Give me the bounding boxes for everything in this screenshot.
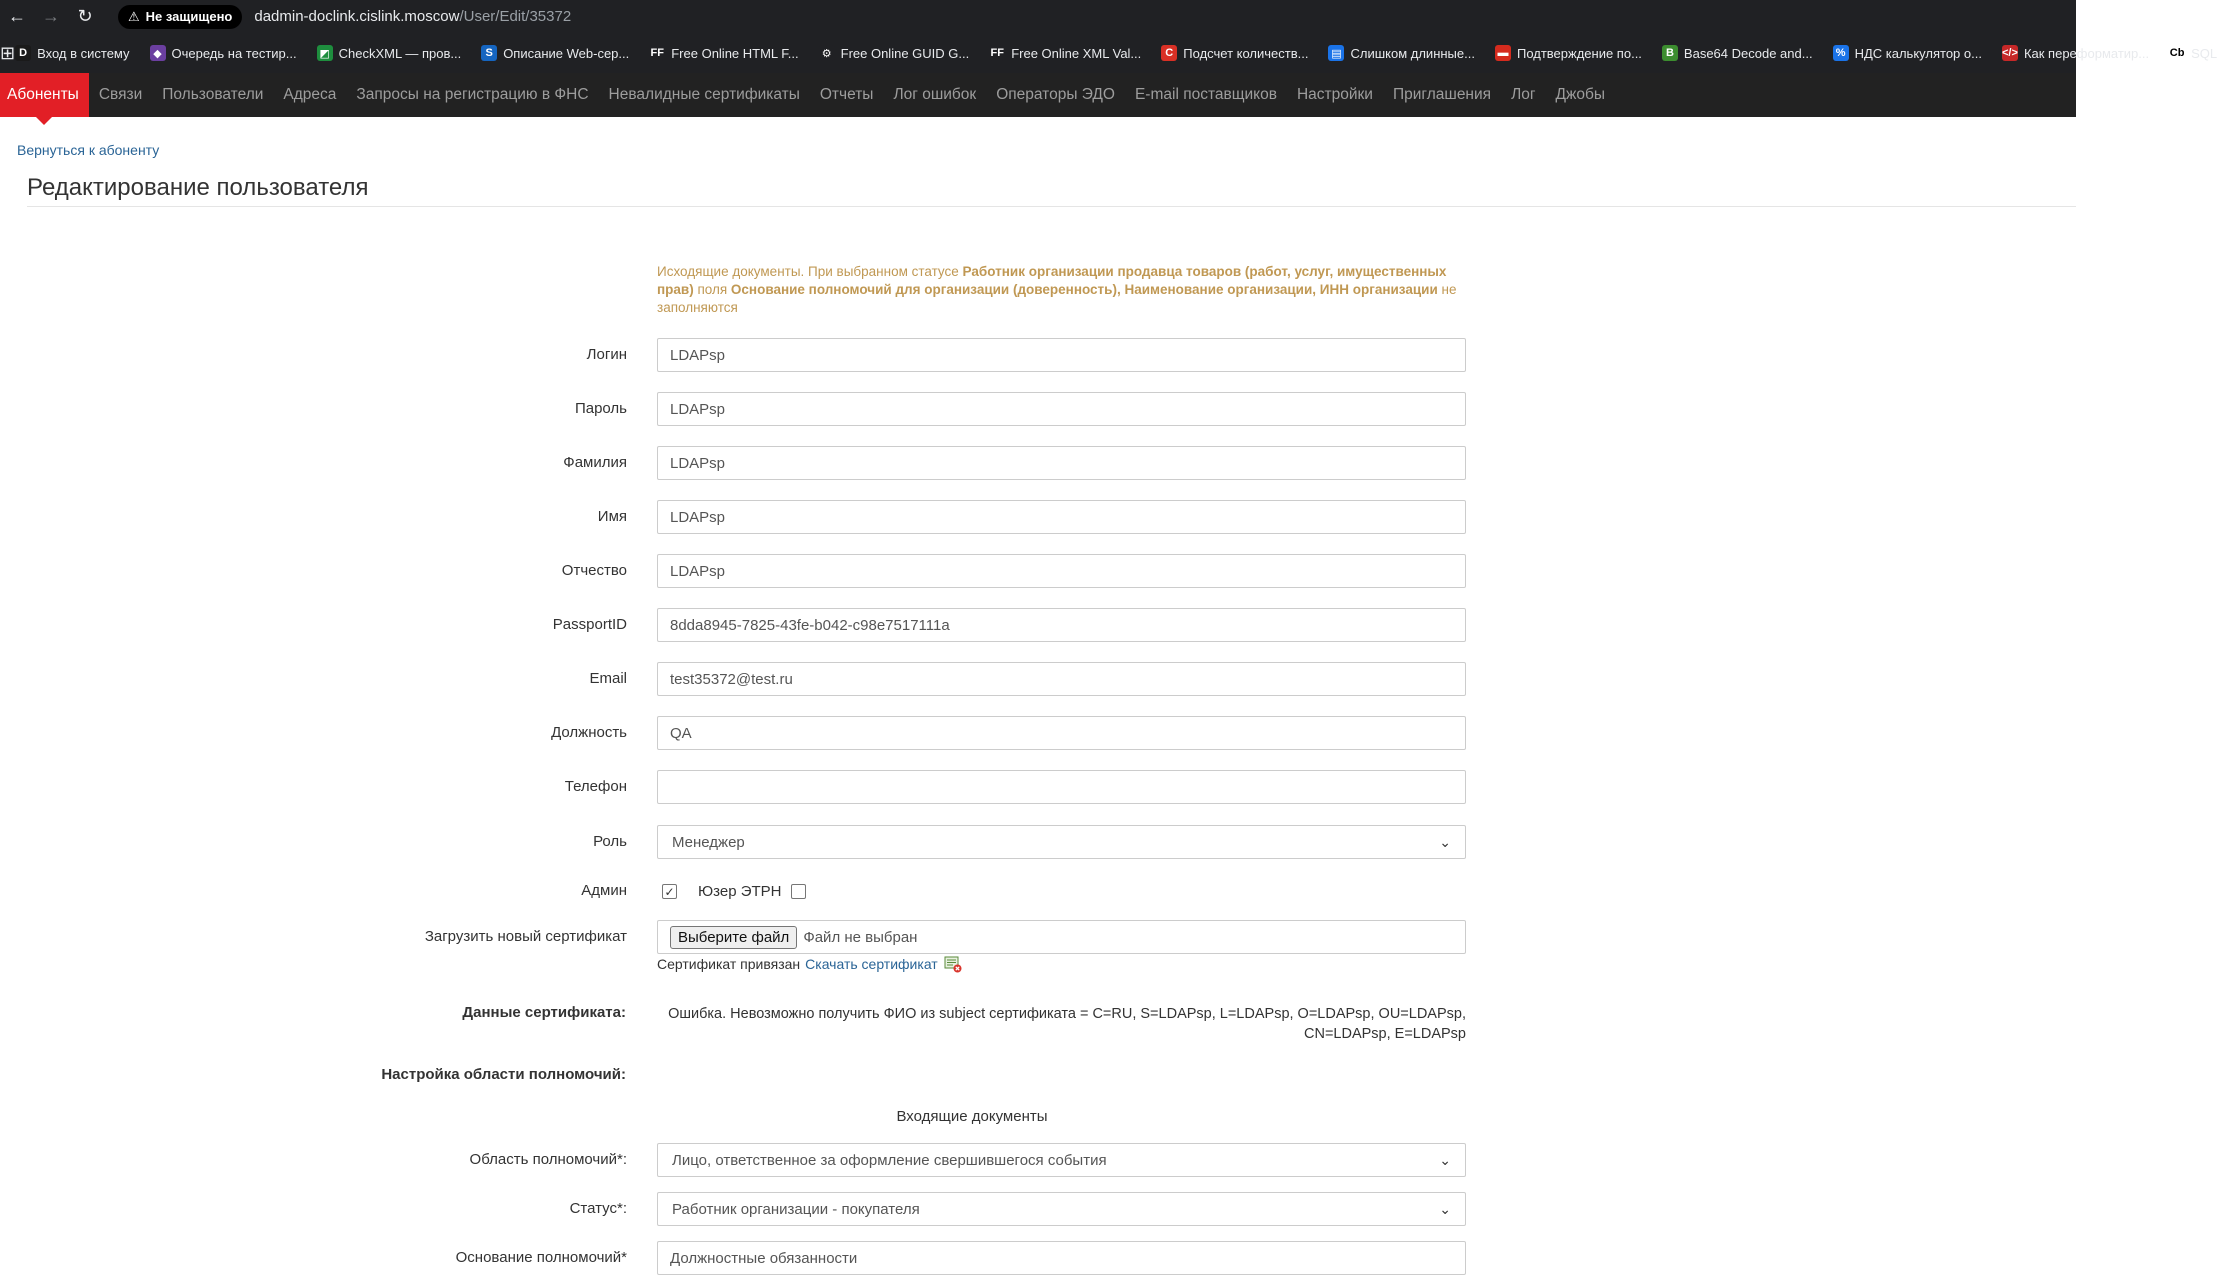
bookmark-label: Free Online XML Val... bbox=[1011, 45, 1142, 61]
bookmark-label: Очередь на тестир... bbox=[171, 45, 297, 61]
etrn-user-checkbox[interactable] bbox=[791, 884, 806, 899]
bookmark-favicon-icon: </> bbox=[2002, 47, 2018, 59]
last-name-input[interactable]: LDAPsp bbox=[657, 446, 1466, 480]
nav-item[interactable]: Приглашения bbox=[1392, 86, 1492, 103]
certificate-file-input[interactable] bbox=[657, 920, 1466, 954]
nav-item[interactable]: Невалидные сертификаты bbox=[608, 86, 800, 103]
bookmark-favicon-icon: ▤ bbox=[1328, 45, 1344, 61]
passport-id-row bbox=[0, 608, 1470, 642]
password-input[interactable]: LDAPsp bbox=[657, 392, 1466, 426]
bookmark-item[interactable] bbox=[1833, 45, 1982, 61]
authority-area-label: Область полномочий*: bbox=[469, 1151, 627, 1168]
admin-checkbox[interactable]: ✓ bbox=[662, 884, 677, 899]
chevron-down-icon: ⌄ bbox=[1439, 1151, 1451, 1168]
chevron-down-icon: ⌄ bbox=[1439, 833, 1451, 850]
nav-item[interactable]: Абоненты bbox=[0, 73, 89, 117]
first-name-label: Имя bbox=[597, 508, 627, 525]
password-label: Пароль bbox=[574, 400, 627, 417]
status-row bbox=[0, 1192, 1470, 1226]
url-field[interactable] bbox=[254, 8, 571, 25]
chevron-down-icon: ⌄ bbox=[1439, 1200, 1451, 1217]
password-row bbox=[0, 392, 1470, 426]
url-host: dadmin-doclink.cislink.moscow bbox=[254, 8, 460, 25]
middle-name-label: Отчество bbox=[561, 562, 627, 579]
first-name-row bbox=[0, 500, 1470, 534]
bookmark-item[interactable] bbox=[1662, 45, 1813, 61]
certificate-label: Загрузить новый сертификат bbox=[424, 928, 627, 945]
nav-item[interactable]: Связи bbox=[98, 86, 143, 103]
bookmark-item[interactable] bbox=[649, 45, 798, 61]
phone-input[interactable] bbox=[657, 770, 1466, 804]
bookmark-item[interactable] bbox=[1495, 45, 1642, 61]
status-label: Статус*: bbox=[569, 1200, 627, 1217]
bookmark-item[interactable] bbox=[15, 45, 129, 61]
cert-data-label: Данные сертификата: bbox=[462, 1004, 626, 1021]
outgoing-docs-note bbox=[657, 263, 1467, 317]
last-name-row bbox=[0, 446, 1470, 480]
login-row bbox=[0, 338, 1470, 372]
title-divider bbox=[27, 206, 2076, 207]
security-label: Не защищено bbox=[145, 9, 233, 24]
nav-item[interactable]: Джобы bbox=[1555, 86, 1606, 103]
apps-grid-icon[interactable]: ⊞ bbox=[0, 42, 16, 63]
login-input[interactable]: LDAPsp bbox=[657, 338, 1466, 372]
browser-address-bar bbox=[0, 0, 2076, 33]
bookmark-favicon-icon: FF bbox=[990, 47, 1004, 59]
note-text-2: поля bbox=[693, 282, 731, 297]
bookmark-item[interactable] bbox=[2169, 45, 2217, 61]
bookmark-label: SQL bbox=[2191, 45, 2218, 61]
note-text-1: Исходящие документы. При выбранном статусе bbox=[657, 264, 963, 279]
first-name-input[interactable]: LDAPsp bbox=[657, 500, 1466, 534]
bookmark-item[interactable] bbox=[1161, 45, 1308, 61]
reload-icon[interactable]: ↻ bbox=[77, 6, 93, 26]
nav-item[interactable]: Отчеты bbox=[819, 86, 874, 103]
phone-label: Телефон bbox=[564, 778, 627, 795]
position-label: Должность bbox=[551, 724, 627, 741]
file-status: Файл не выбран bbox=[803, 928, 918, 946]
bookmark-favicon-icon: ▬ bbox=[1495, 45, 1511, 61]
nav-item[interactable]: Операторы ЭДО bbox=[996, 86, 1115, 103]
incoming-docs-heading: Входящие документы bbox=[896, 1108, 1048, 1125]
position-input[interactable]: QA bbox=[657, 716, 1466, 750]
bookmarks-bar bbox=[0, 33, 2218, 73]
authority-settings-header: Настройка области полномочий: bbox=[381, 1066, 626, 1083]
email-row bbox=[0, 662, 1470, 696]
certificate-row bbox=[0, 920, 1470, 954]
status-select[interactable] bbox=[657, 1192, 1466, 1226]
bookmark-label: Free Online GUID G... bbox=[840, 45, 970, 61]
authority-area-value: Лицо, ответственное за оформление свершившегося события bbox=[672, 1151, 1107, 1169]
note-bold-2: Основание полномочий для организации (доверенность), Наименование организации, ИНН организации bbox=[730, 282, 1438, 297]
admin-label: Админ bbox=[581, 882, 627, 899]
email-label: Email bbox=[589, 670, 627, 687]
nav-item[interactable]: Настройки bbox=[1296, 86, 1373, 103]
email-input[interactable]: test35372@test.ru bbox=[657, 662, 1466, 696]
bookmark-item[interactable] bbox=[150, 45, 297, 61]
nav-item[interactable]: Лог bbox=[1511, 86, 1536, 103]
choose-file-button[interactable]: Выберите файл bbox=[670, 926, 797, 949]
last-name-label: Фамилия bbox=[563, 454, 627, 471]
authority-area-row bbox=[0, 1143, 1470, 1177]
bookmark-label: Подсчет количеств... bbox=[1183, 45, 1309, 61]
nav-item[interactable]: E-mail поставщиков bbox=[1134, 86, 1277, 103]
phone-row bbox=[0, 770, 1470, 804]
bookmark-favicon-icon: FF bbox=[650, 47, 664, 59]
security-badge[interactable] bbox=[118, 5, 242, 29]
bookmark-favicon-icon: Cb bbox=[2169, 47, 2185, 59]
bookmark-label: НДС калькулятор о... bbox=[1854, 45, 1982, 61]
bookmark-label: Free Online HTML F... bbox=[671, 45, 799, 61]
certificate-delete-icon[interactable] bbox=[944, 955, 962, 973]
bookmark-item[interactable] bbox=[2002, 45, 2149, 61]
bookmark-favicon-icon: D bbox=[15, 45, 31, 61]
authority-basis-input[interactable]: Должностные обязанности bbox=[657, 1241, 1466, 1275]
certificate-bound-line bbox=[657, 955, 962, 973]
passport-id-label: PassportID bbox=[552, 616, 627, 633]
download-certificate-link[interactable]: Скачать сертификат bbox=[805, 956, 938, 972]
role-row bbox=[0, 825, 1470, 859]
bookmark-item[interactable] bbox=[481, 45, 629, 61]
nav-item[interactable]: Адреса bbox=[283, 86, 337, 103]
note-bold-1: Работник организации продавца товаров (работ, услуг, имущественных прав) bbox=[657, 264, 1447, 297]
bookmark-item[interactable] bbox=[989, 45, 1141, 61]
bookmark-favicon-icon: ◩ bbox=[317, 45, 333, 61]
flags-row bbox=[0, 874, 1470, 908]
middle-name-row bbox=[0, 554, 1470, 588]
passport-id-input[interactable]: 8dda8945-7825-43fe-b042-c98e7517111a bbox=[657, 608, 1466, 642]
role-select-value: Менеджер bbox=[672, 833, 745, 851]
bookmark-label: Вход в систему bbox=[37, 45, 130, 61]
bookmark-label: Base64 Decode and... bbox=[1683, 45, 1813, 61]
bookmark-favicon-icon: % bbox=[1833, 45, 1849, 61]
bookmark-item[interactable] bbox=[1328, 45, 1474, 61]
role-select[interactable] bbox=[657, 825, 1466, 859]
etrn-user-label: Юзер ЭТРН bbox=[698, 883, 782, 900]
bookmark-favicon-icon: ⚙ bbox=[819, 45, 835, 61]
role-label: Роль bbox=[593, 833, 627, 850]
nav-item[interactable]: Запросы на регистрацию в ФНС bbox=[356, 86, 589, 103]
bookmark-label: Слишком длинные... bbox=[1350, 45, 1475, 61]
nav-item[interactable]: Пользователи bbox=[162, 86, 264, 103]
middle-name-input[interactable]: LDAPsp bbox=[657, 554, 1466, 588]
cert-bound-text: Сертификат привязан bbox=[657, 956, 801, 972]
authority-area-select[interactable] bbox=[657, 1143, 1466, 1177]
url-path: /User/Edit/35372 bbox=[459, 8, 572, 25]
bookmark-favicon-icon: C bbox=[1161, 45, 1177, 61]
page-title: Редактирование пользователя bbox=[27, 174, 369, 201]
forward-arrow-icon[interactable]: → bbox=[42, 6, 60, 26]
bookmark-label: CheckXML — пров... bbox=[338, 45, 462, 61]
bookmark-favicon-icon: S bbox=[481, 45, 497, 61]
bookmark-label: Подтверждение по... bbox=[1516, 45, 1642, 61]
position-row bbox=[0, 716, 1470, 750]
bookmark-label: Как переформатир... bbox=[2023, 45, 2150, 61]
cert-data-value: Ошибка. Невозможно получить ФИО из subject сертификата = C=RU, S=LDAPsp, L=LDAPsp, O=LDAPsp, OU=LDAPsp, CN=LDAPsp, E=LDAPsp bbox=[668, 1006, 1466, 1042]
bookmark-item[interactable] bbox=[819, 45, 970, 61]
back-to-subscriber-link[interactable]: Вернуться к абоненту bbox=[17, 142, 160, 158]
bookmark-item[interactable] bbox=[317, 45, 462, 61]
nav-item[interactable]: Лог ошибок bbox=[893, 86, 977, 103]
bookmark-favicon-icon: ◆ bbox=[150, 45, 166, 61]
bookmark-label: Описание Web-сер... bbox=[503, 45, 630, 61]
login-label: Логин bbox=[586, 346, 627, 363]
status-value: Работник организации - покупателя bbox=[672, 1200, 920, 1218]
warning-icon: ⚠ bbox=[128, 8, 140, 24]
bookmark-favicon-icon: B bbox=[1662, 45, 1678, 61]
authority-basis-row bbox=[0, 1241, 1470, 1275]
note-text-3: не заполняются bbox=[657, 282, 1457, 315]
main-navbar bbox=[0, 73, 2076, 117]
authority-basis-label: Основание полномочий* bbox=[455, 1249, 627, 1266]
back-arrow-icon[interactable]: ← bbox=[8, 6, 26, 26]
